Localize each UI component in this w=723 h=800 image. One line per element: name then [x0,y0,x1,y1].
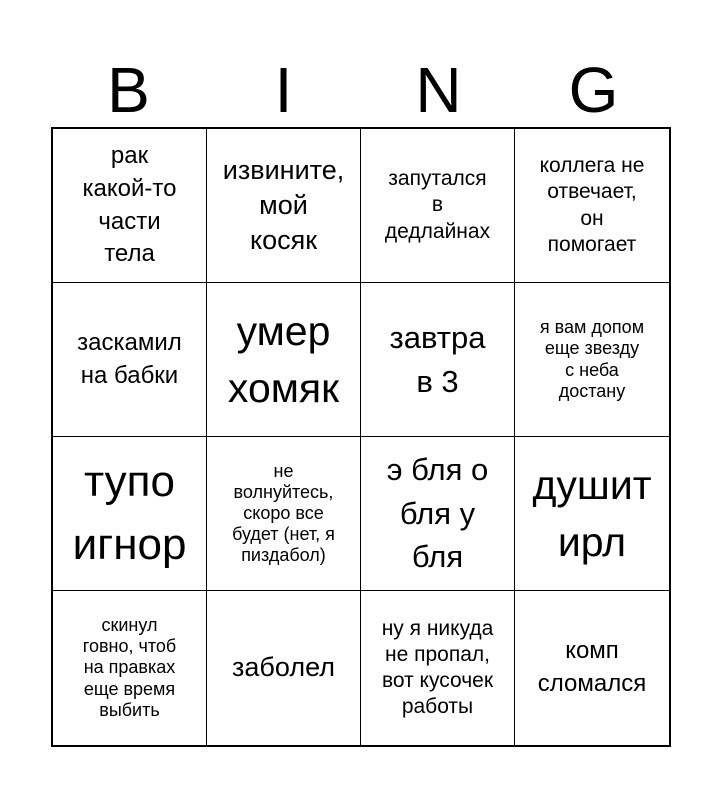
bingo-cell-label: тупо игнор [72,456,187,569]
bingo-cell-label: завтра в 3 [389,320,486,399]
bingo-cell-r4c3[interactable] [361,591,515,745]
bingo-cell-label: заскамил на бабки [77,328,182,389]
bingo-cell-r2c2[interactable] [207,283,361,437]
bingo-cell-r1c1[interactable] [53,129,207,283]
bingo-cell-label: скинул говно, чтоб на правках еще время выбить [82,615,177,720]
bingo-cell-r1c2[interactable] [207,129,361,283]
bingo-cell-label: душит ирл [532,462,652,565]
bingo-cell-label: умер хомяк [227,308,340,411]
bingo-header [51,56,671,124]
bingo-cell-label: заболел [232,652,335,683]
bingo-cell-r4c4[interactable] [515,591,669,745]
header-letter-g: G [568,54,619,126]
bingo-cell-r4c2[interactable] [207,591,361,745]
bingo-cell-r1c3[interactable] [361,129,515,283]
bingo-cell-r2c3[interactable] [361,283,515,437]
bingo-cell-r2c1[interactable] [53,283,207,437]
header-letter-b: B [107,54,150,126]
header-letter-i: I [274,54,293,126]
bingo-cell-r2c4[interactable] [515,283,669,437]
bingo-cell-r3c3[interactable] [361,437,515,591]
header-letter-n: N [415,54,462,126]
bingo-board [51,127,671,747]
bingo-cell-r3c2[interactable] [207,437,361,591]
bingo-cell-label: извините, мой косяк [222,154,345,256]
bingo-cell-label: запутался в дедлайнах [384,167,491,243]
bingo-cell-label: ну я никуда не пропал, вот кусочек работы [381,616,494,719]
bingo-cell-label: коллега не отвечает, он помогает [539,154,645,256]
bingo-cell-r4c1[interactable] [53,591,207,745]
bingo-cell-r3c4[interactable] [515,437,669,591]
bingo-cell-r1c4[interactable] [515,129,669,283]
bingo-cell-r3c1[interactable] [53,437,207,591]
bingo-cell-label: рак какой-то части тела [82,142,177,268]
bingo-cell-label: я вам допом еще звезду с неба достану [539,317,645,401]
bingo-cell-label: комп сломался [537,637,647,697]
bingo-cell-label: не волнуйтесь, скоро все будет (нет, я пиздабол) [232,460,335,566]
bingo-cell-label: э бля о бля у бля [386,452,489,575]
